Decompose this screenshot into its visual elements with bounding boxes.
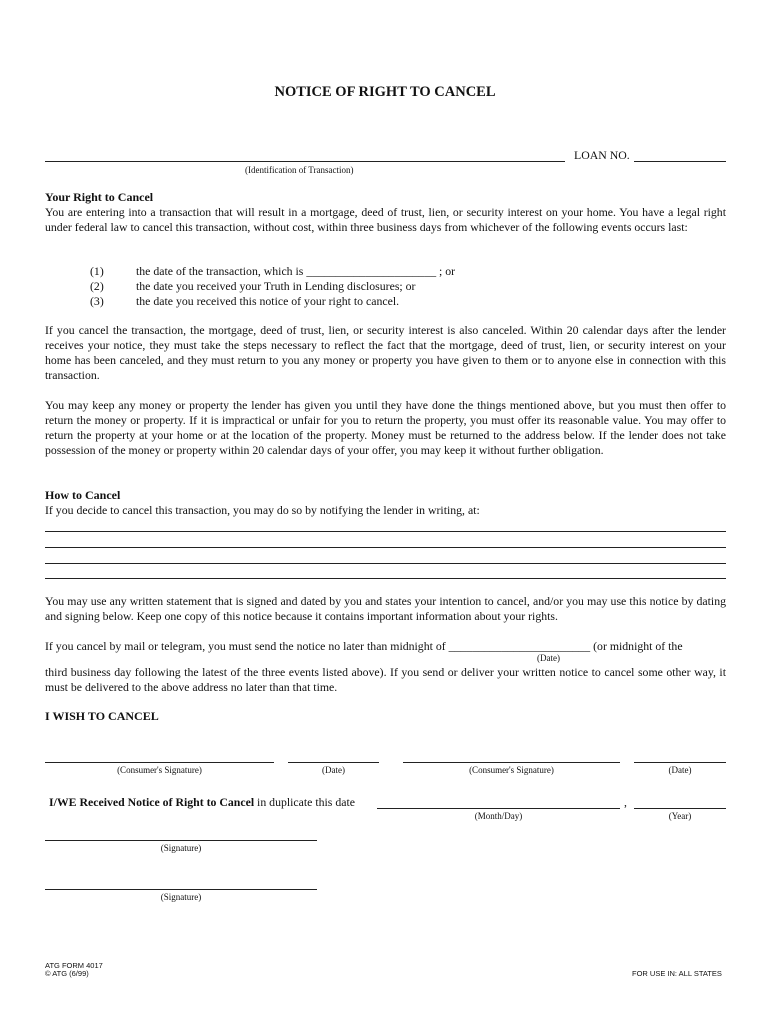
event-text-2: the date you received your Truth in Lending disclosures; or [136, 279, 416, 293]
mail-deadline-continued: third business day following the latest of the three events listed above). If you send or deliver your written notice to cancel some other way, it must be delivered to the above address no later than that time. [45, 665, 726, 694]
consumer-signature-line-2[interactable] [403, 762, 620, 763]
written-statement-paragraph: You may use any written statement that is signed and dated by you and states your intention to cancel, and/or you may use this notice by dating and signing below. Keep one copy of this notice because it contains important information about your rights. [45, 594, 726, 623]
date-caption-2: (Date) [668, 765, 692, 775]
event-num-3: (3) [90, 294, 104, 308]
mail-deadline-text: If you cancel by mail or telegram, you must send the notice no later than midnight of ________________________ (or midnight of the [45, 639, 683, 653]
wish-to-cancel-heading: I WISH TO CANCEL [45, 709, 159, 723]
date-line-1[interactable] [288, 762, 379, 763]
received-notice-bold: I/WE Received Notice of Right to Cancel [49, 795, 255, 809]
how-to-cancel-intro: If you decide to cancel this transaction, you may do so by notifying the lender in writing, at: [45, 503, 480, 517]
event-num-1: (1) [90, 264, 104, 278]
consumer-signature-line-1[interactable] [45, 762, 274, 763]
signature-caption-2: (Signature) [160, 892, 202, 902]
right-to-cancel-intro: You are entering into a transaction that will result in a mortgage, deed of trust, lien, or security interest on your home. You have a legal right under federal law to cancel this transaction, without cost, within three business days from whichever of the following events occurs last: [45, 205, 726, 234]
keep-money-paragraph: You may keep any money or property the lender has given you until they have done the things mentioned above, but you must then offer to return the money or property. If it is impractical or unfair for you to return the property, you must offer its reasonable value. You may offer to return the property at your home or at the location of the property. Money must be returned to the address below. If the lender does not take possession of the money or property within 20 calendar days of your offer, you may keep it without further obligation. [45, 398, 726, 457]
event-text-1: the date of the transaction, which is ______________________ ; or [136, 264, 456, 278]
copyright: © ATG (6/99) [45, 969, 89, 978]
cancel-effect-paragraph: If you cancel the transaction, the mortgage, deed of trust, lien, or security interest is also canceled. Within 20 calendar days after the lender receives your notice, they must take the steps necessary to reflect the fact that the mortgage, deed of trust, lien, or security interest on your home has been canceled, and they must return to you any money or property you have given to them or to anyone else in connection with this transaction. [45, 323, 726, 382]
form-number: ATG FORM 4017 [45, 961, 103, 970]
mail-date-caption: (Date) [537, 653, 560, 663]
page-title: NOTICE OF RIGHT TO CANCEL [274, 84, 496, 100]
date-line-2[interactable] [634, 762, 726, 763]
loan-no-line[interactable] [634, 161, 726, 162]
consumer-signature-caption-2: (Consumer's Signature) [469, 765, 554, 775]
signature-line-2[interactable] [45, 889, 317, 890]
month-day-line[interactable] [377, 808, 620, 809]
date-caption-1: (Date) [322, 765, 345, 775]
lender-address-line-2[interactable] [45, 547, 726, 548]
received-notice-rest: in duplicate this date [254, 795, 355, 809]
identification-line[interactable] [45, 161, 565, 162]
how-to-cancel-heading: How to Cancel [45, 488, 121, 502]
lender-address-line-4[interactable] [45, 578, 726, 579]
signature-caption-1: (Signature) [160, 843, 202, 853]
received-notice-text [49, 795, 355, 810]
right-to-cancel-heading: Your Right to Cancel [45, 190, 154, 204]
lender-address-line-1[interactable] [45, 531, 726, 532]
year-caption: (Year) [668, 811, 692, 821]
identification-caption: (Identification of Transaction) [245, 165, 354, 175]
use-in-states: FOR USE IN: ALL STATES [632, 969, 722, 978]
consumer-signature-caption-1: (Consumer's Signature) [117, 765, 202, 775]
year-line[interactable] [634, 808, 726, 809]
loan-no-label: LOAN NO. [574, 148, 630, 162]
event-num-2: (2) [90, 279, 104, 293]
lender-address-line-3[interactable] [45, 563, 726, 564]
event-text-3: the date you received this notice of your right to cancel. [136, 294, 400, 308]
received-comma: , [624, 795, 627, 809]
signature-line-1[interactable] [45, 840, 317, 841]
month-day-caption: (Month/Day) [474, 811, 523, 821]
